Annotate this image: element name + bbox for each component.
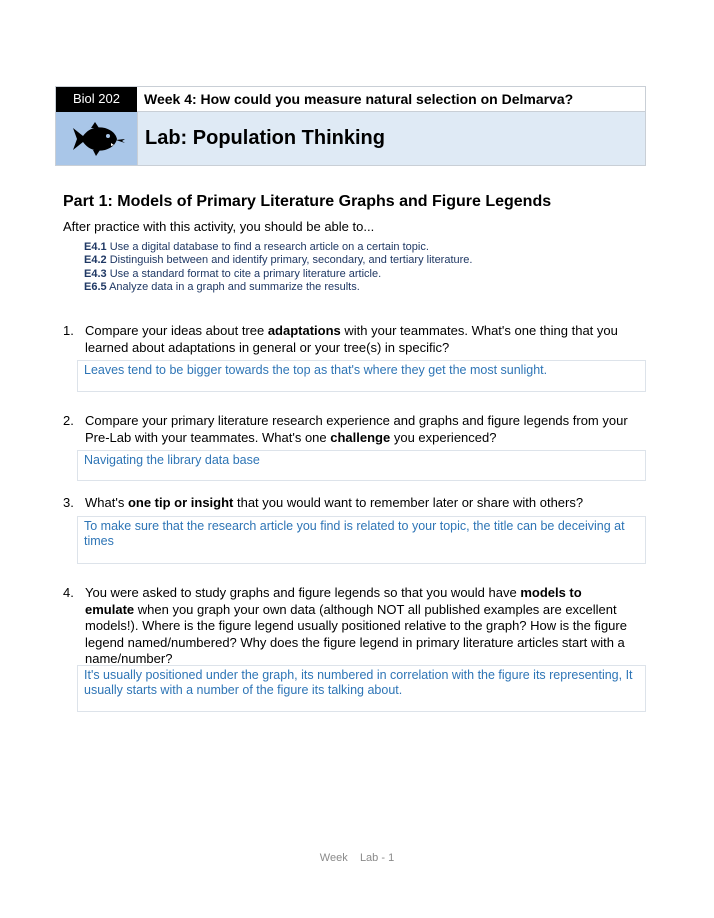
answer-field-2[interactable]: Navigating the library data base [77,450,646,481]
week-title: Week 4: How could you measure natural selection on Delmarva? [137,87,645,112]
answer-field-3[interactable]: To make sure that the research article you find is related to your topic, the title can be deceiving at times [77,516,646,564]
answer-field-1[interactable]: Leaves tend to be bigger towards the top as that's where they get the most sunlight. [77,360,646,392]
part-title: Part 1: Models of Primary Literature Graphs and Figure Legends [63,193,552,210]
objective-item: E6.5 Analyze data in a graph and summarize the results. [84,281,360,294]
lab-title: Lab: Population Thinking [137,112,645,165]
fish-icon [67,119,127,159]
question-2: 2. Compare your primary literature research experience and graphs and figure legends from your Pre-Lab with your teammates. What's one challenge you experienced? [63,413,628,445]
course-label: Biol 202 [56,87,137,112]
question-1: 1. Compare your ideas about tree adaptations with your teammates. What's one thing that you learned about adaptations in general or your tree(s) in specific? [63,323,618,355]
objective-item: E4.1 Use a digital database to find a research article on a certain topic. [84,241,429,253]
objectives-list [84,241,472,295]
question-4: 4. You were asked to study graphs and figure legends so that you would have models to emulate when you graph your own data (although NOT all published examples are excellent models!). Where is the figure legend usually positioned relative to the graph? How is the figure legend named/numbered? Why does the figure legend in primary literature articles start with a name/number? [63,585,627,666]
logo-cell [56,112,137,165]
objective-item: E4.3 Use a standard format to cite a primary literature article. [84,267,382,280]
intro-text: After practice with this activity, you should be able to... [63,219,375,234]
question-3: 3. What's one tip or insight that you would want to remember later or share with others? [63,495,584,510]
objective-item: E4.2 Distinguish between and identify primary, secondary, and tertiary literature. [84,254,473,267]
header-table [55,86,646,166]
answer-field-4[interactable]: It's usually positioned under the graph, its numbered in correlation with the figure its representing, It usually starts with a number of the figure its talking about. [77,665,646,712]
page-footer: Week Lab - 1 [319,852,395,864]
